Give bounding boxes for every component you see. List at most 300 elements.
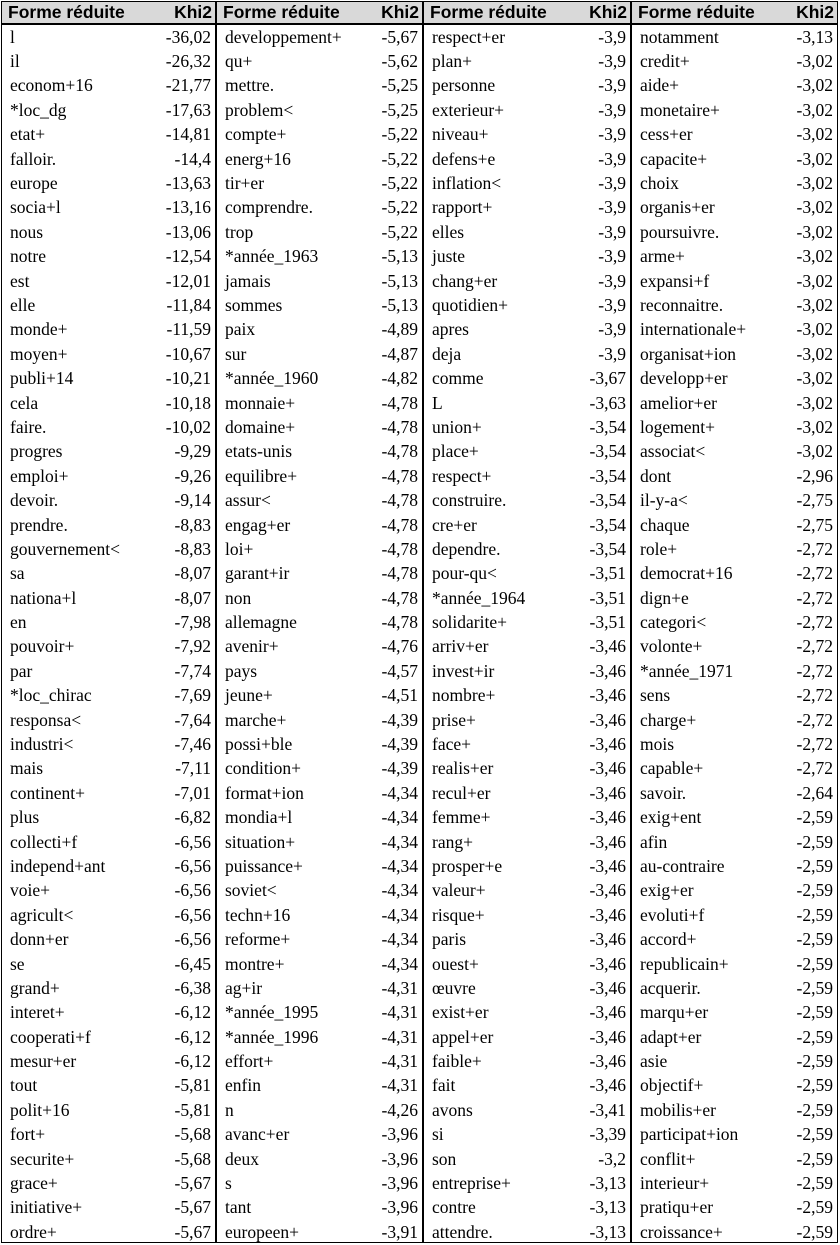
- table-row: [217, 123, 422, 147]
- table-row: [424, 1098, 630, 1122]
- reduced-form-cell: mondia+l: [225, 807, 293, 828]
- reduced-form-cell: union+: [432, 416, 482, 437]
- table-row: [2, 659, 215, 683]
- reduced-form-cell: europe: [10, 173, 58, 194]
- reduced-form-cell: recul+er: [432, 782, 491, 803]
- reduced-form-cell: s: [225, 1173, 232, 1194]
- reduced-form-cell: expansi+f: [640, 270, 710, 291]
- table-row: [2, 488, 215, 512]
- khi2-value-cell: -4,78: [381, 441, 418, 462]
- table-row: [632, 74, 837, 98]
- khi2-value-cell: -3,63: [589, 392, 626, 413]
- table-row: [2, 74, 215, 98]
- table-row: [217, 245, 422, 269]
- khi2-value-cell: -6,12: [174, 1051, 211, 1072]
- khi2-value-cell: -3,51: [589, 563, 626, 584]
- reduced-form-cell: logement+: [640, 416, 715, 437]
- table-row: [217, 147, 422, 171]
- table-row: [2, 952, 215, 976]
- table-row: [2, 1074, 215, 1098]
- reduced-form-cell: polit+16: [10, 1099, 70, 1120]
- reduced-form-cell: developp+er: [640, 368, 728, 389]
- khi2-value-cell: -3,46: [589, 831, 626, 852]
- table-row: [632, 415, 837, 439]
- khi2-value-cell: -4,31: [381, 1002, 418, 1023]
- reduced-form-cell: elle: [10, 294, 36, 315]
- khi2-value-cell: -2,59: [796, 904, 833, 925]
- reduced-form-cell: poursuivre.: [640, 221, 720, 242]
- reduced-form-cell: notre: [10, 246, 46, 267]
- khi2-value-cell: -3,54: [589, 490, 626, 511]
- reduced-form-cell: son: [432, 1148, 457, 1169]
- reduced-form-cell: cela: [10, 392, 39, 413]
- table-row: [424, 976, 630, 1000]
- reduced-form-cell: devoir.: [10, 490, 59, 511]
- reduced-form-cell: rang+: [432, 831, 473, 852]
- reduced-form-cell: solidarite+: [432, 612, 507, 633]
- khi2-value-cell: -4,34: [381, 782, 418, 803]
- khi2-value-cell: -5,67: [174, 1197, 211, 1218]
- table-row: [2, 1196, 215, 1220]
- khi2-value-cell: -5,25: [381, 75, 418, 96]
- reduced-form-cell: soviet<: [225, 880, 277, 901]
- table-row: [632, 927, 837, 951]
- table-row: [217, 513, 422, 537]
- reduced-form-cell: *année_1995: [225, 1002, 319, 1023]
- khi2-value-cell: -2,72: [796, 758, 833, 779]
- reduced-form-cell: sur: [225, 343, 247, 364]
- table-row: [217, 342, 422, 366]
- khi2-value-cell: -10,67: [165, 343, 211, 364]
- table-row: [632, 854, 837, 878]
- reduced-form-cell: nationa+l: [10, 587, 77, 608]
- table-row: [424, 74, 630, 98]
- table-row: [424, 245, 630, 269]
- table-row: [217, 537, 422, 561]
- khi2-value-cell: -5,13: [381, 294, 418, 315]
- table-row: [2, 342, 215, 366]
- khi2-value-cell: -3,9: [598, 148, 626, 169]
- khi2-value-cell: -2,72: [796, 587, 833, 608]
- reduced-form-cell: monde+: [10, 319, 68, 340]
- reduced-form-cell: objectif+: [640, 1075, 704, 1096]
- reduced-form-cell: valeur+: [432, 880, 486, 901]
- table-row: [632, 781, 837, 805]
- reduced-form-cell: monetaire+: [640, 99, 720, 120]
- khi2-value-cell: -2,59: [796, 1148, 833, 1169]
- table-row: [424, 1001, 630, 1025]
- table-row: [424, 269, 630, 293]
- table-row: [632, 1049, 837, 1073]
- reduced-form-cell: arriv+er: [432, 636, 489, 657]
- khi2-value-cell: -6,12: [174, 1026, 211, 1047]
- table-row: [632, 1171, 837, 1195]
- khi2-value-cell: -4,31: [381, 1051, 418, 1072]
- khi2-value-cell: -26,32: [165, 51, 211, 72]
- table-row: [217, 854, 422, 878]
- reduced-form-cell: independ+ant: [10, 855, 106, 876]
- khi2-value-cell: -4,39: [381, 734, 418, 755]
- reduced-form-cell: *loc_chirac: [10, 685, 92, 706]
- table-row: [424, 1220, 630, 1244]
- khi2-value-cell: -6,38: [174, 977, 211, 998]
- khi2-value-cell: -3,9: [598, 343, 626, 364]
- khi2-value-cell: -4,34: [381, 831, 418, 852]
- reduced-form-cell: progres: [10, 441, 63, 462]
- khi2-value-cell: -3,9: [598, 51, 626, 72]
- reduced-form-cell: amelior+er: [640, 392, 717, 413]
- reduced-form-cell: l: [10, 26, 15, 47]
- table-row: [2, 49, 215, 73]
- reduced-form-cell: chaque: [640, 514, 690, 535]
- khi2-value-cell: -13,63: [165, 173, 211, 194]
- table-row: [217, 806, 422, 830]
- khi2-value-cell: -4,78: [381, 416, 418, 437]
- table-row: [424, 220, 630, 244]
- khi2-value-cell: -4,31: [381, 1075, 418, 1096]
- khi2-value-cell: -3,13: [796, 26, 833, 47]
- table-row: [217, 196, 422, 220]
- reduced-form-cell: voie+: [10, 880, 50, 901]
- khi2-value-cell: -2,59: [796, 1221, 833, 1242]
- reduced-form-cell: monnaie+: [225, 392, 296, 413]
- reduced-form-cell: quotidien+: [432, 294, 508, 315]
- table-row: [2, 269, 215, 293]
- reduced-form-cell: realis+er: [432, 758, 494, 779]
- reduced-form-cell: arme+: [640, 246, 685, 267]
- reduced-form-cell: sens: [640, 685, 671, 706]
- table-row: [217, 659, 422, 683]
- reduced-form-cell: mettre.: [225, 75, 275, 96]
- khi2-value-cell: -4,39: [381, 709, 418, 730]
- reduced-form-cell: format+ion: [225, 782, 304, 803]
- khi2-value-cell: -5,22: [381, 221, 418, 242]
- khi2-value-cell: -11,84: [166, 294, 211, 315]
- table-row: [632, 196, 837, 220]
- reduced-form-cell: savoir.: [640, 782, 687, 803]
- reduced-form-cell: fait: [432, 1075, 456, 1096]
- khi2-value-cell: -17,63: [165, 99, 211, 120]
- table-row: [217, 269, 422, 293]
- khi2-value-cell: -2,72: [796, 709, 833, 730]
- reduced-form-cell: inflation<: [432, 173, 502, 194]
- reduced-form-cell: plan+: [432, 51, 472, 72]
- table-row: [632, 245, 837, 269]
- reduced-form-cell: internationale+: [640, 319, 747, 340]
- table-row: [424, 415, 630, 439]
- khi2-value-cell: -3,46: [589, 782, 626, 803]
- table-row: [217, 366, 422, 390]
- khi2-value-cell: -12,01: [165, 270, 211, 291]
- reduced-form-cell: equilibre+: [225, 465, 298, 486]
- reduced-form-cell: engag+er: [225, 514, 291, 535]
- reduced-form-cell: n: [225, 1099, 234, 1120]
- table-row: [424, 171, 630, 195]
- khi2-value-cell: -3,02: [796, 246, 833, 267]
- reduced-form-cell: comme: [432, 368, 484, 389]
- reduced-form-cell: personne: [432, 75, 496, 96]
- reduced-form-cell: sommes: [225, 294, 283, 315]
- khi2-value-cell: -3,54: [589, 465, 626, 486]
- khi2-value-cell: -4,78: [381, 563, 418, 584]
- khi2-value-cell: -2,72: [796, 612, 833, 633]
- khi2-value-cell: -3,54: [589, 416, 626, 437]
- reduced-form-cell: mais: [10, 758, 44, 779]
- table-row: [632, 610, 837, 634]
- table-row: [217, 74, 422, 98]
- reduced-form-cell: capacite+: [640, 148, 708, 169]
- reduced-form-cell: donn+er: [10, 929, 69, 950]
- reduced-form-cell: volonte+: [640, 636, 703, 657]
- reduced-form-cell: chang+er: [432, 270, 498, 291]
- table-row: [2, 732, 215, 756]
- reduced-form-cell: choix: [640, 173, 679, 194]
- table-row: [424, 757, 630, 781]
- table-row: [2, 415, 215, 439]
- reduced-form-cell: exterieur+: [432, 99, 505, 120]
- reduced-form-cell: asie: [640, 1051, 668, 1072]
- reduced-form-cell: par: [10, 660, 33, 681]
- khi2-value-cell: -5,25: [381, 99, 418, 120]
- table-row: [632, 635, 837, 659]
- reduced-form-cell: adapt+er: [640, 1026, 702, 1047]
- table-row: [632, 147, 837, 171]
- table-row: [217, 98, 422, 122]
- khi2-value-cell: -2,59: [796, 855, 833, 876]
- khi2-value-cell: -4,31: [381, 1026, 418, 1047]
- table-row: [217, 1025, 422, 1049]
- table-row: [217, 1196, 422, 1220]
- table-row: [632, 49, 837, 73]
- reduced-form-cell: emploi+: [10, 465, 69, 486]
- reduced-form-cell: dign+e: [640, 587, 689, 608]
- table-row: [2, 25, 215, 49]
- table-row: [632, 659, 837, 683]
- khi2-value-cell: -4,34: [381, 953, 418, 974]
- khi2-value-cell: -3,02: [796, 441, 833, 462]
- reduced-form-cell: situation+: [225, 831, 296, 852]
- table-row: [632, 757, 837, 781]
- reduced-form-cell: enfin: [225, 1075, 261, 1096]
- table-row: [424, 1049, 630, 1073]
- table-row: [632, 488, 837, 512]
- reduced-form-cell: tout: [10, 1075, 38, 1096]
- reduced-form-cell: organis+er: [640, 197, 715, 218]
- table-row: [2, 586, 215, 610]
- khi2-value-cell: -13,06: [165, 221, 211, 242]
- table-row: [2, 1147, 215, 1171]
- table-row: [424, 927, 630, 951]
- khi2-value-cell: -10,02: [165, 416, 211, 437]
- table-row: [424, 318, 630, 342]
- table-row: [424, 49, 630, 73]
- table-row: [632, 513, 837, 537]
- khi2-value-cell: -5,81: [174, 1099, 211, 1120]
- reduced-form-cell: au-contraire: [640, 855, 725, 876]
- khi2-value-cell: -6,56: [174, 880, 211, 901]
- reduced-form-cell: dependre.: [432, 538, 501, 559]
- khi2-value-cell: -3,46: [589, 1026, 626, 1047]
- khi2-value-cell: -3,96: [381, 1173, 418, 1194]
- khi2-value-cell: -7,64: [174, 709, 211, 730]
- table-row: [2, 879, 215, 903]
- khi2-value-cell: -3,02: [796, 75, 833, 96]
- table-column: [424, 2, 632, 1242]
- khi2-value-cell: -3,46: [589, 880, 626, 901]
- khi2-value-cell: -8,83: [174, 514, 211, 535]
- khi2-value-cell: -3,02: [796, 173, 833, 194]
- khi2-value-cell: -5,13: [381, 246, 418, 267]
- table-row: [424, 488, 630, 512]
- khi2-value-cell: -13,16: [165, 197, 211, 218]
- table-row: [2, 440, 215, 464]
- reduced-form-cell: apres: [432, 319, 469, 340]
- table-row: [424, 610, 630, 634]
- khi2-value-cell: -2,59: [796, 1026, 833, 1047]
- reduced-form-cell: il-y-a<: [640, 490, 688, 511]
- column-header: [632, 2, 837, 25]
- khi2-value-cell: -3,02: [796, 416, 833, 437]
- khi2-value-cell: -2,59: [796, 807, 833, 828]
- khi2-value-cell: -12,54: [165, 246, 211, 267]
- table-row: [424, 123, 630, 147]
- reduced-form-cell: effort+: [225, 1051, 274, 1072]
- khi2-value-cell: -5,68: [174, 1124, 211, 1145]
- column-header: [217, 2, 422, 25]
- khi2-value-cell: -2,59: [796, 1173, 833, 1194]
- reduced-form-cell: responsa<: [10, 709, 82, 730]
- khi2-value-cell: -10,18: [165, 392, 211, 413]
- khi2-value-cell: -36,02: [165, 26, 211, 47]
- khi2-value-cell: -11,59: [166, 319, 211, 340]
- table-row: [632, 342, 837, 366]
- reduced-form-cell: faire.: [10, 416, 47, 437]
- reduced-form-cell: initiative+: [10, 1197, 83, 1218]
- table-row: [632, 806, 837, 830]
- table-row: [217, 976, 422, 1000]
- reduced-form-cell: entreprise+: [432, 1173, 511, 1194]
- khi2-value-cell: -3,46: [589, 953, 626, 974]
- table-row: [424, 98, 630, 122]
- table-row: [2, 927, 215, 951]
- khi2-value-cell: -2,75: [796, 490, 833, 511]
- table-row: [632, 220, 837, 244]
- reduced-form-cell: mois: [640, 734, 675, 755]
- reduced-form-cell: gouvernement<: [10, 538, 120, 559]
- khi2-value-cell: -3,2: [598, 1148, 626, 1169]
- khi2-value-cell: -3,46: [589, 855, 626, 876]
- khi2-value-cell: -4,31: [381, 977, 418, 998]
- reduced-form-cell: exig+ent: [640, 807, 702, 828]
- khi2-value-cell: -3,02: [796, 343, 833, 364]
- reduced-form-cell: est: [10, 270, 30, 291]
- table-row: [632, 976, 837, 1000]
- khi2-value-cell: -4,78: [381, 514, 418, 535]
- table-row: [217, 1001, 422, 1025]
- table-row: [424, 1196, 630, 1220]
- reduced-form-cell: non: [225, 587, 252, 608]
- table-row: [632, 98, 837, 122]
- table-row: [632, 1196, 837, 1220]
- table-row: [217, 635, 422, 659]
- table-row: [217, 391, 422, 415]
- khi2-value-cell: -3,67: [589, 368, 626, 389]
- reduced-form-cell: capable+: [640, 758, 704, 779]
- khi2-value-cell: -9,14: [174, 490, 211, 511]
- reduced-form-cell: falloir.: [10, 148, 57, 169]
- reduced-form-cell: elles: [432, 221, 465, 242]
- khi2-value-cell: -5,67: [174, 1173, 211, 1194]
- khi2-value-cell: -5,22: [381, 148, 418, 169]
- table-row: [217, 1171, 422, 1195]
- reduced-form-cell: pays: [225, 660, 258, 681]
- table-row: [217, 903, 422, 927]
- header-khi2-label: Khi2: [589, 2, 627, 22]
- table-row: [424, 659, 630, 683]
- khi2-value-cell: -3,9: [598, 270, 626, 291]
- khi2-value-cell: -4,78: [381, 490, 418, 511]
- khi2-value-cell: -7,01: [174, 782, 211, 803]
- khi2-value-cell: -3,54: [589, 514, 626, 535]
- table-row: [424, 1123, 630, 1147]
- table-row: [632, 562, 837, 586]
- khi2-value-cell: -4,57: [381, 660, 418, 681]
- khi2-value-cell: -3,02: [796, 51, 833, 72]
- khi2-value-cell: -3,02: [796, 294, 833, 315]
- reduced-form-cell: techn+16: [225, 904, 291, 925]
- khi2-value-cell: -7,98: [174, 612, 211, 633]
- table-row: [2, 464, 215, 488]
- table-row: [217, 220, 422, 244]
- khi2-value-cell: -5,67: [381, 26, 418, 47]
- reduced-form-cell: puissance+: [225, 855, 303, 876]
- table-row: [2, 171, 215, 195]
- table-row: [424, 342, 630, 366]
- table-row: [2, 513, 215, 537]
- reduced-form-cell: qu+: [225, 51, 253, 72]
- reduced-form-cell: risque+: [432, 904, 485, 925]
- khi2-value-cell: -3,9: [598, 246, 626, 267]
- table-row: [632, 1074, 837, 1098]
- khi2-value-cell: -3,46: [589, 758, 626, 779]
- reduced-form-cell: publi+14: [10, 368, 74, 389]
- reduced-form-cell: avons: [432, 1099, 473, 1120]
- table-row: [424, 1147, 630, 1171]
- khi2-value-cell: -3,02: [796, 221, 833, 242]
- table-row: [2, 635, 215, 659]
- khi2-value-cell: -2,72: [796, 563, 833, 584]
- header-form-label: Forme réduite: [223, 2, 340, 22]
- table-row: [632, 25, 837, 49]
- reduced-form-cell: reconnaitre.: [640, 294, 724, 315]
- khi2-value-cell: -4,34: [381, 880, 418, 901]
- reduced-form-cell: afin: [640, 831, 668, 852]
- table-row: [424, 147, 630, 171]
- khi2-value-cell: -3,54: [589, 441, 626, 462]
- khi2-value-cell: -4,34: [381, 807, 418, 828]
- khi2-value-cell: -3,46: [589, 807, 626, 828]
- reduced-form-cell: acquerir.: [640, 977, 701, 998]
- khi2-value-cell: -3,13: [589, 1197, 626, 1218]
- header-form-label: Forme réduite: [8, 2, 125, 22]
- khi2-value-cell: -3,02: [796, 319, 833, 340]
- khi2-value-cell: -7,92: [174, 636, 211, 657]
- table-row: [632, 1001, 837, 1025]
- reduced-form-cell: invest+ir: [432, 660, 495, 681]
- khi2-value-cell: -3,02: [796, 368, 833, 389]
- khi2-value-cell: -2,59: [796, 831, 833, 852]
- reduced-form-cell: industri<: [10, 734, 74, 755]
